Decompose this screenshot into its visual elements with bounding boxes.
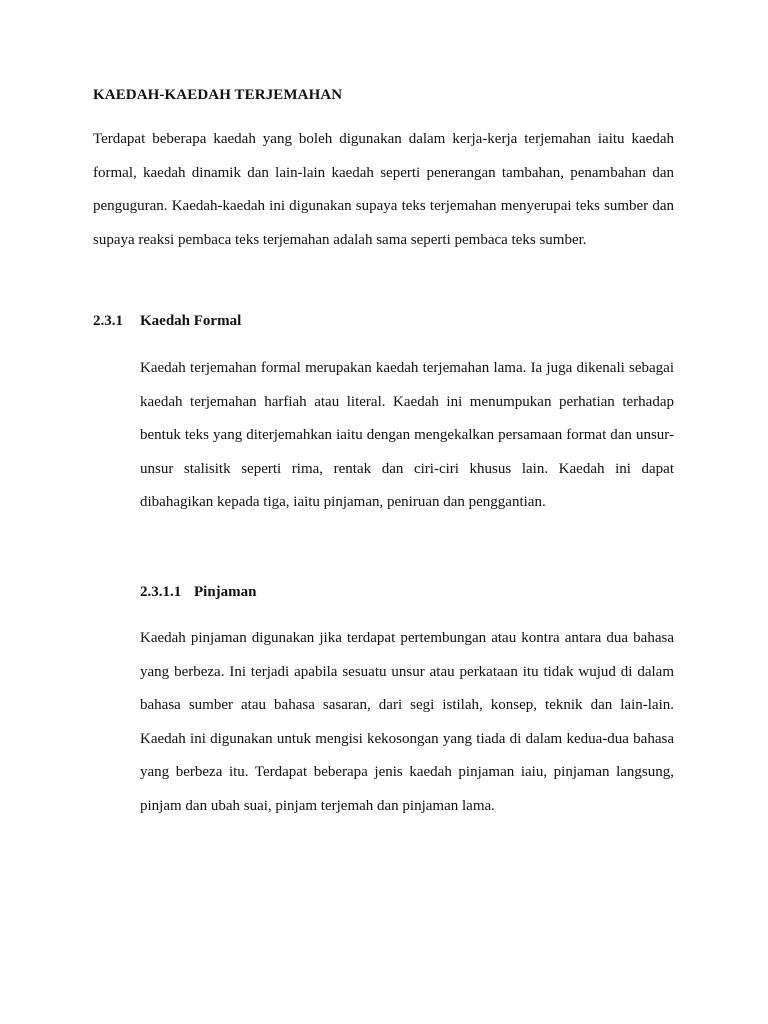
kaedah-formal-paragraph: Kaedah terjemahan formal merupakan kaedah terjemahan lama. Ia juga dikenali sebagai kaedah terjemahan harfiah atau literal. Kaedah ini menumpukan perhatian terhadap bentuk teks yang diterjemahkan iaitu dengan mengekalkan persamaan format dan unsur-unsur stalisitk seperti rima, rentak dan ciri-ciri khusus lain. Kaedah ini dapat dibahagikan kepada tiga, iaitu pinjaman, peniruan dan penggantian. — [140, 360, 674, 510]
section-title: Pinjaman — [194, 584, 257, 600]
section-heading-2-3-1 — [93, 313, 241, 330]
section-heading-2-3-1-1 — [140, 584, 257, 601]
document-title: KAEDAH-KAEDAH TERJEMAHAN — [93, 87, 343, 103]
section-number: 2.3.1.1 — [140, 584, 182, 600]
pinjaman-paragraph: Kaedah pinjaman digunakan jika terdapat pertembungan atau kontra antara dua bahasa yang berbeza. Ini terjadi apabila sesuatu unsur atau perkataan itu tidak wujud di dalam bahasa sumber atau bahasa sasaran, dari segi istilah, konsep, teknik dan lain-lain. Kaedah ini digunakan untuk mengisi kekosongan yang tiada di dalam kedua-dua bahasa yang berbeza itu. Terdapat beberapa jenis kaedah pinjaman iaiu, pinjaman langsung, pinjam dan ubah suai, pinjam terjemah dan pinjaman lama. — [140, 630, 674, 814]
intro-paragraph: Terdapat beberapa kaedah yang boleh digunakan dalam kerja-kerja terjemahan iaitu kaedah formal, kaedah dinamik dan lain-lain kaedah seperti penerangan tambahan, penambahan dan penguguran. Kaedah-kaedah ini digunakan supaya teks terjemahan menyerupai teks sumber dan supaya reaksi pembaca teks terjemahan adalah sama seperti pembaca teks sumber. — [93, 131, 674, 248]
section-number: 2.3.1 — [93, 313, 123, 329]
section-title: Kaedah Formal — [140, 313, 242, 329]
